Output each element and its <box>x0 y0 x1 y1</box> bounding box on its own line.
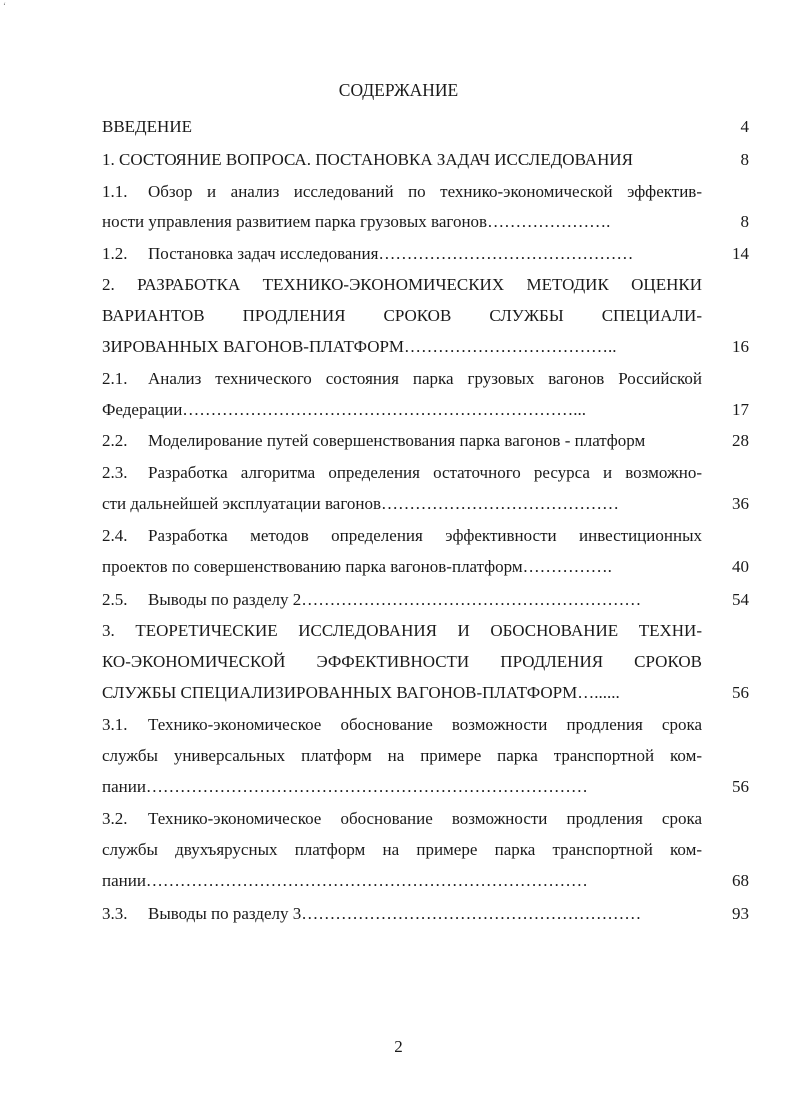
toc-entry-text: ВВЕДЕНИЕ <box>102 117 192 136</box>
toc-entry-text: Федерации……………………………………………………………... <box>102 400 587 419</box>
page-number: 2 <box>394 1037 403 1056</box>
toc-page-number: 68 <box>732 871 749 890</box>
toc-section-number: 3.2. <box>102 809 128 828</box>
toc-entry-text: пании…………………………………………………………………… <box>102 871 588 890</box>
toc-page-number: 28 <box>732 431 749 450</box>
toc-section-number: 2.2. <box>102 431 128 450</box>
toc-page-number: 54 <box>732 590 749 609</box>
toc-section-number: 2.1. <box>102 369 128 388</box>
toc-page-number: 40 <box>732 557 749 576</box>
toc-section-number: 3.3. <box>102 904 128 923</box>
toc-entry-text: Постановка задач исследования……………………………………… <box>148 244 634 263</box>
toc-section-number: 2.3. <box>102 463 128 482</box>
toc-page-number: 8 <box>740 150 749 169</box>
toc-section-number: 1.2. <box>102 244 128 263</box>
toc-entry-text: СЛУЖБЫ СПЕЦИАЛИЗИРОВАННЫХ ВАГОНОВ-ПЛАТФОРМ…...... <box>102 683 620 702</box>
toc-title: СОДЕРЖАНИЕ <box>338 80 459 100</box>
toc-entry-text: пании…………………………………………………………………… <box>102 777 588 796</box>
toc-entry-text: сти дальнейшей эксплуатации вагонов…………………………………… <box>102 494 620 513</box>
toc-entry-text: Разработка методов определения эффективности инвестиционных <box>148 526 702 545</box>
toc-entry-text: службы двухъярусных платформ на примере парка транспортной ком- <box>102 840 702 859</box>
toc-entry-text: Выводы по разделу 3…………………………………………………… <box>148 904 642 923</box>
toc-entry-text: Анализ технического состояния парка грузовых вагонов Российской <box>148 369 702 388</box>
toc-entry-text: проектов по совершенствованию парка вагонов-платформ……………. <box>102 557 612 576</box>
toc-entry-text: Выводы по разделу 2…………………………………………………… <box>148 590 642 609</box>
toc-entry-text: 1. СОСТОЯНИЕ ВОПРОСА. ПОСТАНОВКА ЗАДАЧ ИССЛЕДОВАНИЯ <box>102 150 634 169</box>
toc-entry-text: Обзор и анализ исследований по технико-экономической эффектив- <box>148 182 702 201</box>
toc-page-number: 36 <box>732 494 749 513</box>
toc-page-number: 93 <box>732 904 749 923</box>
toc-entry-text: КО-ЭКОНОМИЧЕСКОЙ ЭФФЕКТИВНОСТИ ПРОДЛЕНИЯ СРОКОВ <box>102 652 702 671</box>
toc-section-number: 2.5. <box>102 590 128 609</box>
corner-mark: ‘ <box>3 1 6 11</box>
toc-entry-text: Моделирование путей совершенствования парка вагонов - платформ <box>148 431 646 450</box>
toc-section-number: 3.1. <box>102 715 128 734</box>
toc-page-number: 17 <box>732 400 749 419</box>
toc-entry-text: Технико-экономическое обоснование возможности продления срока <box>148 809 702 828</box>
toc-page-number: 56 <box>732 777 749 796</box>
toc-entry-text: Технико-экономическое обоснование возможности продления срока <box>148 715 702 734</box>
toc-page-number: 56 <box>732 683 749 702</box>
toc-entry-text: ности управления развитием парка грузовых вагонов…………………. <box>102 212 611 231</box>
toc-section-number: 1.1. <box>102 182 128 201</box>
toc-entry-text: ВАРИАНТОВ ПРОДЛЕНИЯ СРОКОВ СЛУЖБЫ СПЕЦИАЛИ- <box>102 306 702 325</box>
toc-entry-text: ЗИРОВАННЫХ ВАГОНОВ-ПЛАТФОРМ……………………………….. <box>102 337 617 356</box>
toc-entry-text: 3. ТЕОРЕТИЧЕСКИЕ ИССЛЕДОВАНИЯ И ОБОСНОВАНИЕ ТЕХНИ- <box>102 621 702 640</box>
toc-entry-text: Разработка алгоритма определения остаточного ресурса и возможно- <box>148 463 702 482</box>
toc-page-number: 8 <box>740 212 749 231</box>
toc-entry-text: службы универсальных платформ на примере парка транспортной ком- <box>102 746 702 765</box>
toc-entry-text: 2. РАЗРАБОТКА ТЕХНИКО-ЭКОНОМИЧЕСКИХ МЕТОДИК ОЦЕНКИ <box>102 275 702 294</box>
toc-section-number: 2.4. <box>102 526 128 545</box>
toc-page-number: 16 <box>732 337 749 356</box>
toc-page-number: 14 <box>732 244 749 263</box>
toc-page-number: 4 <box>740 117 749 136</box>
